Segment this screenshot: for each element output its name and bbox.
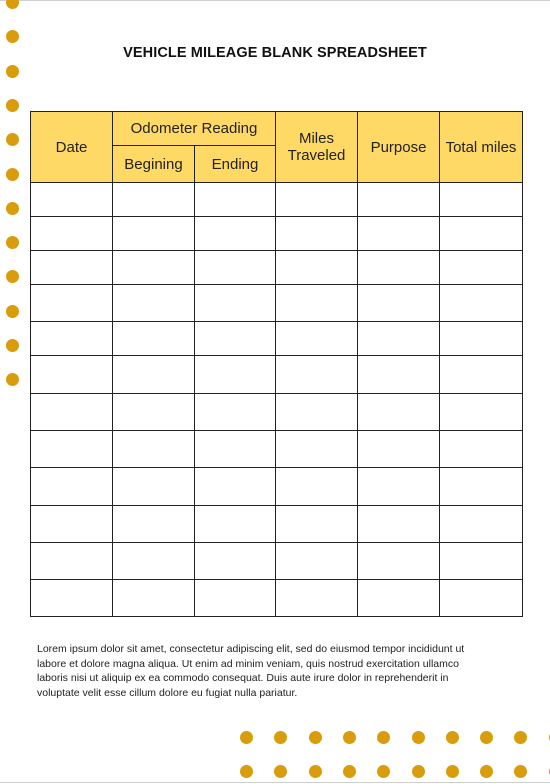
table-cell[interactable] xyxy=(358,356,440,394)
bottom-border-line xyxy=(0,782,550,783)
table-row xyxy=(31,356,523,394)
table-cell[interactable] xyxy=(195,183,276,217)
decorative-dot xyxy=(6,202,19,215)
decorative-dot xyxy=(514,765,527,778)
table-row xyxy=(31,251,523,285)
table-cell[interactable] xyxy=(195,506,276,543)
table-cell[interactable] xyxy=(440,183,523,217)
table-cell[interactable] xyxy=(31,394,113,431)
table-cell[interactable] xyxy=(358,394,440,431)
table-cell[interactable] xyxy=(440,468,523,506)
table-cell[interactable] xyxy=(276,394,358,431)
decorative-dot xyxy=(6,99,19,112)
table-cell[interactable] xyxy=(31,183,113,217)
decorative-dot xyxy=(6,30,19,43)
table-row xyxy=(31,322,523,356)
table-cell[interactable] xyxy=(31,322,113,356)
table-row xyxy=(31,506,523,543)
table-cell[interactable] xyxy=(113,285,195,322)
decorative-dot xyxy=(6,65,19,78)
table-cell[interactable] xyxy=(195,580,276,617)
table-cell[interactable] xyxy=(195,468,276,506)
decorative-dot xyxy=(446,765,459,778)
table-cell[interactable] xyxy=(113,251,195,285)
table-cell[interactable] xyxy=(358,183,440,217)
decorative-dot xyxy=(274,731,287,744)
table-cell[interactable] xyxy=(440,543,523,580)
table-cell[interactable] xyxy=(276,468,358,506)
table-cell[interactable] xyxy=(31,506,113,543)
decorative-dot xyxy=(377,765,390,778)
table-cell[interactable] xyxy=(31,217,113,251)
table-cell[interactable] xyxy=(31,543,113,580)
decorative-dot xyxy=(412,731,425,744)
table-cell[interactable] xyxy=(440,251,523,285)
table-cell[interactable] xyxy=(113,356,195,394)
table-cell[interactable] xyxy=(113,183,195,217)
table-cell[interactable] xyxy=(440,356,523,394)
table-cell[interactable] xyxy=(440,431,523,468)
table-row xyxy=(31,431,523,468)
table-cell[interactable] xyxy=(113,322,195,356)
table-cell[interactable] xyxy=(276,580,358,617)
decorative-dot xyxy=(6,339,19,352)
header-purpose: Purpose xyxy=(358,112,440,183)
table-cell[interactable] xyxy=(31,251,113,285)
table-cell[interactable] xyxy=(358,322,440,356)
table-cell[interactable] xyxy=(358,217,440,251)
body-paragraph: Lorem ipsum dolor sit amet, consectetur adipiscing elit, sed do eiusmod tempor incididunt ut labore et dolore magna aliqua. Ut enim ad minim veniam, quis nostrud exercitation ullamco laboris nisi ut aliquip ex ea commodo consequat. Duis aute irure dolor in reprehenderit in voluptate velit esse cillum dolore eu fugiat nulla pariatur. xyxy=(37,643,465,699)
table-cell[interactable] xyxy=(440,580,523,617)
table-cell[interactable] xyxy=(440,285,523,322)
top-border-line xyxy=(0,0,550,1)
table-cell[interactable] xyxy=(276,543,358,580)
table-cell[interactable] xyxy=(276,322,358,356)
table-cell[interactable] xyxy=(195,394,276,431)
table-cell[interactable] xyxy=(113,506,195,543)
table-cell[interactable] xyxy=(358,251,440,285)
table-cell[interactable] xyxy=(113,580,195,617)
decorative-dot xyxy=(6,270,19,283)
table-row xyxy=(31,285,523,322)
table-row xyxy=(31,580,523,617)
decorative-dot xyxy=(343,731,356,744)
decorative-dot xyxy=(6,305,19,318)
decorative-dot xyxy=(274,765,287,778)
table-cell[interactable] xyxy=(358,285,440,322)
table-row xyxy=(31,468,523,506)
decorative-dot xyxy=(6,373,19,386)
table-cell[interactable] xyxy=(358,431,440,468)
decorative-dot xyxy=(446,731,459,744)
table-cell[interactable] xyxy=(276,217,358,251)
decorative-dot xyxy=(6,0,19,9)
decorative-dot xyxy=(309,765,322,778)
table-row xyxy=(31,183,523,217)
table-cell[interactable] xyxy=(440,506,523,543)
table-row xyxy=(31,217,523,251)
table-cell[interactable] xyxy=(113,468,195,506)
table-cell[interactable] xyxy=(358,580,440,617)
header-ending: Ending xyxy=(195,146,276,183)
table-cell[interactable] xyxy=(195,322,276,356)
table-cell[interactable] xyxy=(276,285,358,322)
decorative-dot xyxy=(377,731,390,744)
table-cell[interactable] xyxy=(195,543,276,580)
decorative-dot xyxy=(514,731,527,744)
document-title: VEHICLE MILEAGE BLANK SPREADSHEET xyxy=(123,45,427,61)
table-cell[interactable] xyxy=(195,251,276,285)
table-cell[interactable] xyxy=(358,506,440,543)
table-cell[interactable] xyxy=(113,394,195,431)
decorative-dot xyxy=(240,731,253,744)
header-odometer-reading: Odometer Reading xyxy=(113,112,276,146)
table-cell[interactable] xyxy=(31,431,113,468)
table-row xyxy=(31,543,523,580)
table-cell[interactable] xyxy=(358,543,440,580)
table-cell[interactable] xyxy=(276,356,358,394)
decorative-dot xyxy=(343,765,356,778)
table-cell[interactable] xyxy=(358,468,440,506)
table-cell[interactable] xyxy=(440,394,523,431)
table-cell[interactable] xyxy=(113,431,195,468)
table-cell[interactable] xyxy=(276,431,358,468)
table-cell[interactable] xyxy=(276,506,358,543)
table-cell[interactable] xyxy=(31,356,113,394)
mileage-table xyxy=(30,111,523,617)
table-row xyxy=(31,394,523,431)
table-cell[interactable] xyxy=(113,217,195,251)
table-cell[interactable] xyxy=(440,217,523,251)
header-miles-traveled: Miles Traveled xyxy=(276,112,358,183)
table-cell[interactable] xyxy=(31,468,113,506)
table-cell[interactable] xyxy=(195,356,276,394)
decorative-dot xyxy=(412,765,425,778)
decorative-dot xyxy=(480,765,493,778)
decorative-dot xyxy=(6,168,19,181)
header-begining: Begining xyxy=(113,146,195,183)
table-cell[interactable] xyxy=(195,431,276,468)
table-cell[interactable] xyxy=(276,183,358,217)
table-cell[interactable] xyxy=(195,217,276,251)
table-cell[interactable] xyxy=(31,580,113,617)
table-cell[interactable] xyxy=(276,251,358,285)
table-cell[interactable] xyxy=(31,285,113,322)
decorative-dot xyxy=(6,133,19,146)
decorative-dot xyxy=(6,236,19,249)
header-total-miles: Total miles xyxy=(440,112,523,183)
decorative-dot xyxy=(480,731,493,744)
header-date: Date xyxy=(31,112,113,183)
decorative-dot xyxy=(309,731,322,744)
table-cell[interactable] xyxy=(113,543,195,580)
table-cell[interactable] xyxy=(440,322,523,356)
decorative-dot xyxy=(240,765,253,778)
table-cell[interactable] xyxy=(195,285,276,322)
